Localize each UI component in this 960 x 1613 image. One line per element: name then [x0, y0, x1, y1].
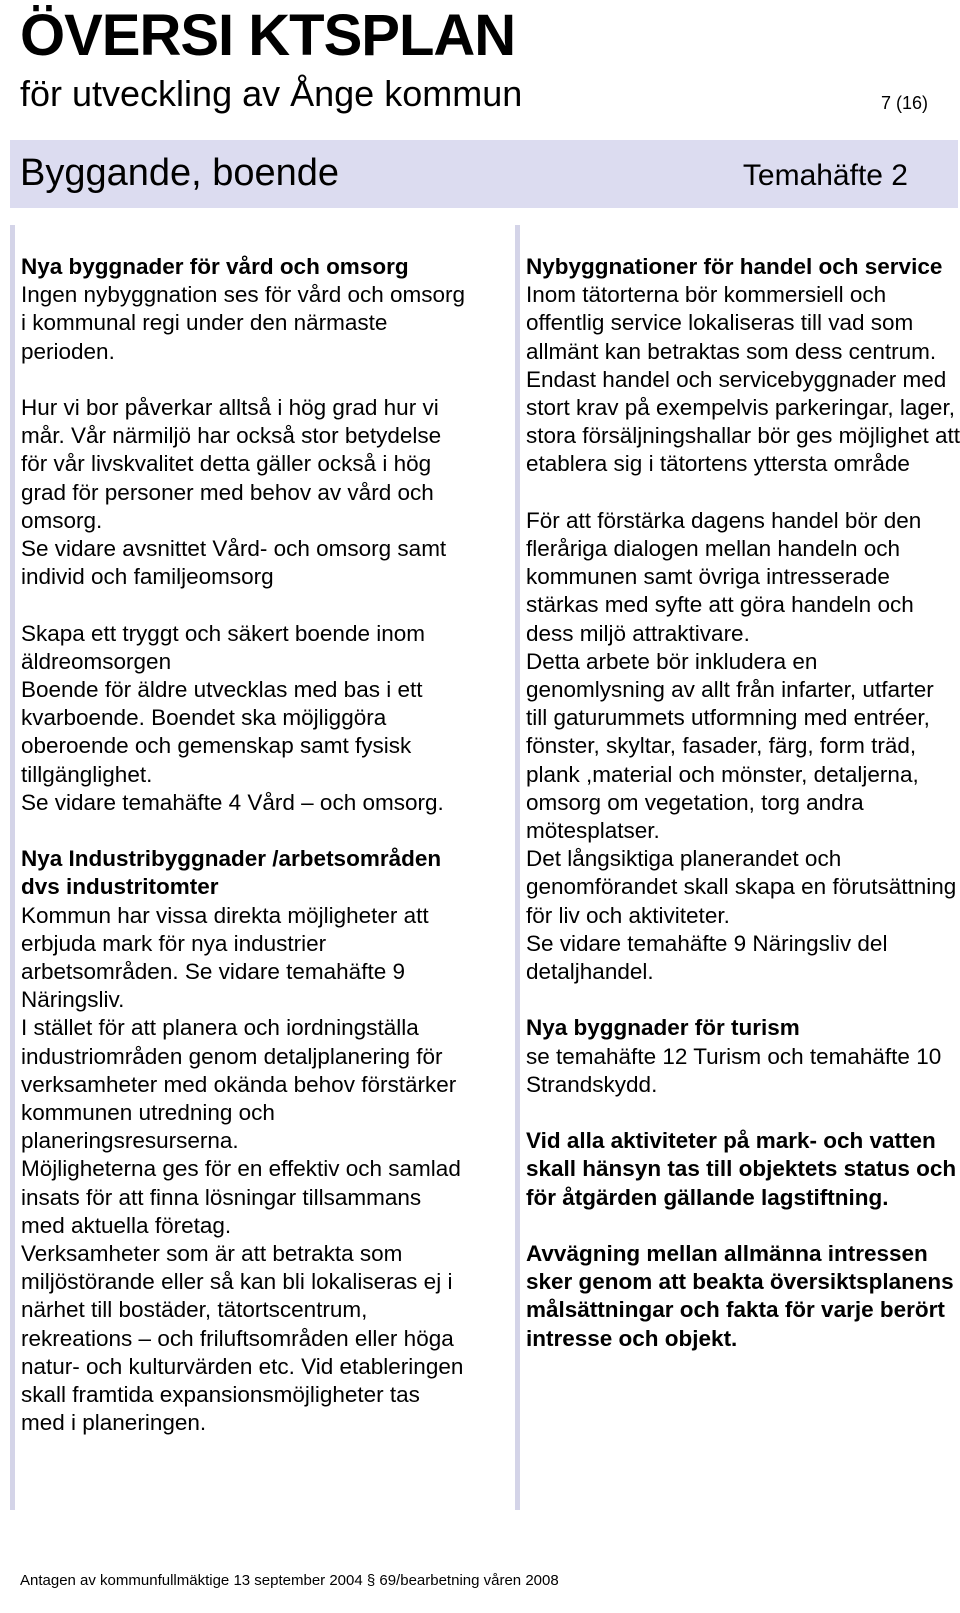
section-banner	[10, 140, 958, 208]
living-text: Hur vi bor påverkar alltså i hög grad hur vi mår. Vår närmiljö har också stor betydelse för vår livskvalitet detta gäller också i hög grad för personer med behov av vård och omsorg.	[21, 395, 442, 533]
industry-heading: Nya Industribyggnader /arbetsområden dvs industritomter	[21, 846, 442, 900]
tourism-paragraph	[526, 1014, 960, 1099]
theme-label: Temahäfte 2	[742, 159, 908, 192]
elderly-housing-text: Boende för äldre utvecklas med bas i ett kvarboende. Boendet ska möjliggöra oberoende och gemenskap samt fysisk tillgänglighet.	[21, 677, 423, 787]
living-reference: Se vidare avsnittet Vård- och omsorg samt individ och familjeomsorg	[21, 536, 447, 590]
balancing-interests-paragraph	[526, 1240, 960, 1353]
elderly-housing-reference: Se vidare temahäfte 4 Vård – och omsorg.	[21, 789, 444, 815]
care-buildings-heading: Nya byggnader för vård och omsorg	[21, 254, 409, 279]
page-number: 7 (16)	[880, 93, 928, 113]
land-water-paragraph	[526, 1127, 960, 1212]
trade-development-text: För att förstärka dagens handel bör den fleråriga dialogen mellan handeln och kommunen samt övriga intresserade stärkas med syfte att göra handeln och dess miljö attraktivare.	[526, 507, 922, 646]
left-column	[10, 225, 465, 1510]
elderly-housing-heading: Skapa ett tryggt och säkert boende inom äldreomsorgen	[21, 620, 425, 674]
footer-note: Antagen av kommunfullmäktige 13 september 2004 § 69/bearbetning våren 2008	[20, 1572, 559, 1589]
industry-text-opportunities: Möjligheterna ges för en effektiv och samlad insats för att finna lösningar tillsammans med aktuella företag.	[21, 1156, 461, 1238]
living-paragraph	[21, 394, 465, 591]
document-title: ÖVERSI KTSPLAN	[20, 3, 516, 68]
trade-development-reference: Se vidare temahäfte 9 Näringsliv del detaljhandel.	[526, 930, 888, 985]
commerce-text: Inom tätorterna bör kommersiell och offentlig service lokaliseras till vad som allmänt kan betraktas som dess centrum.	[526, 282, 937, 364]
trade-development-details: Detta arbete bör inkludera en genomlysning av allt från infarter, utfarter till gaturummets utformning med entréer, fönster, skyltar, fasader, färg, form träd, plank ,material och mönster, detaljerna, omsorg om vegetation, torg andra mötesplatser.	[526, 648, 934, 844]
right-column	[515, 225, 960, 1510]
tourism-heading: Nya byggnader för turism	[526, 1015, 800, 1041]
trade-development-longterm: Det långsiktiga planerandet och genomförandet skall skapa en förutsättning för liv och aktiviteter.	[526, 846, 957, 928]
elderly-housing-paragraph	[21, 620, 465, 817]
section-title: Byggande, boende	[20, 152, 340, 194]
land-water-statement: Vid alla aktiviteter på mark- och vatten skall hänsyn tas till objektets status och för åtgärden gällande lagstiftning.	[526, 1128, 957, 1210]
commerce-heading: Nybyggnationer för handel och service	[526, 254, 943, 279]
industry-text-location: Verksamheter som är att betrakta som miljöstörande eller så kan bli lokaliseras ej i närhet till bostäder, tätortscentrum, rekreations – och friluftsområden eller höga natur- och kulturvärden etc. Vid etableringen skall framtida expansionsmöjligheter tas med i planeringen.	[21, 1241, 464, 1436]
industry-text: Kommun har vissa direkta möjligheter att erbjuda mark för nya industrier arbetsområden. Se vidare temahäfte 9 Näringsliv.	[21, 902, 429, 1013]
tourism-text: se temahäfte 12 Turism och temahäfte 10 Strandskydd.	[526, 1043, 942, 1097]
commerce-text-large-buildings: Endast handel och servicebyggnader med stort krav på exempelvis parkeringar, lager, stora försäljningshallar bör ges möjlighet att etablera sig i tätortens yttersta område	[526, 366, 960, 477]
trade-development-paragraph	[526, 507, 960, 986]
document-subtitle: för utveckling av Ånge kommun	[20, 73, 523, 114]
balancing-interests-statement: Avvägning mellan allmänna intressen sker genom att beakta översiktsplanens målsättningar och fakta för varje berört intresse och objekt.	[526, 1241, 954, 1351]
industry-text-planning: I stället för att planera och iordningställa industriområden genom detaljplanering för verksamheter med okända behov förstärker kommunen utredning och planeringsresurserna.	[21, 1015, 457, 1154]
commerce-paragraph	[526, 253, 960, 479]
care-buildings-paragraph	[21, 253, 465, 366]
care-buildings-text: Ingen nybyggnation ses för vård och omsorg i kommunal regi under den närmaste perioden.	[21, 282, 466, 364]
industry-paragraph	[21, 845, 465, 1437]
